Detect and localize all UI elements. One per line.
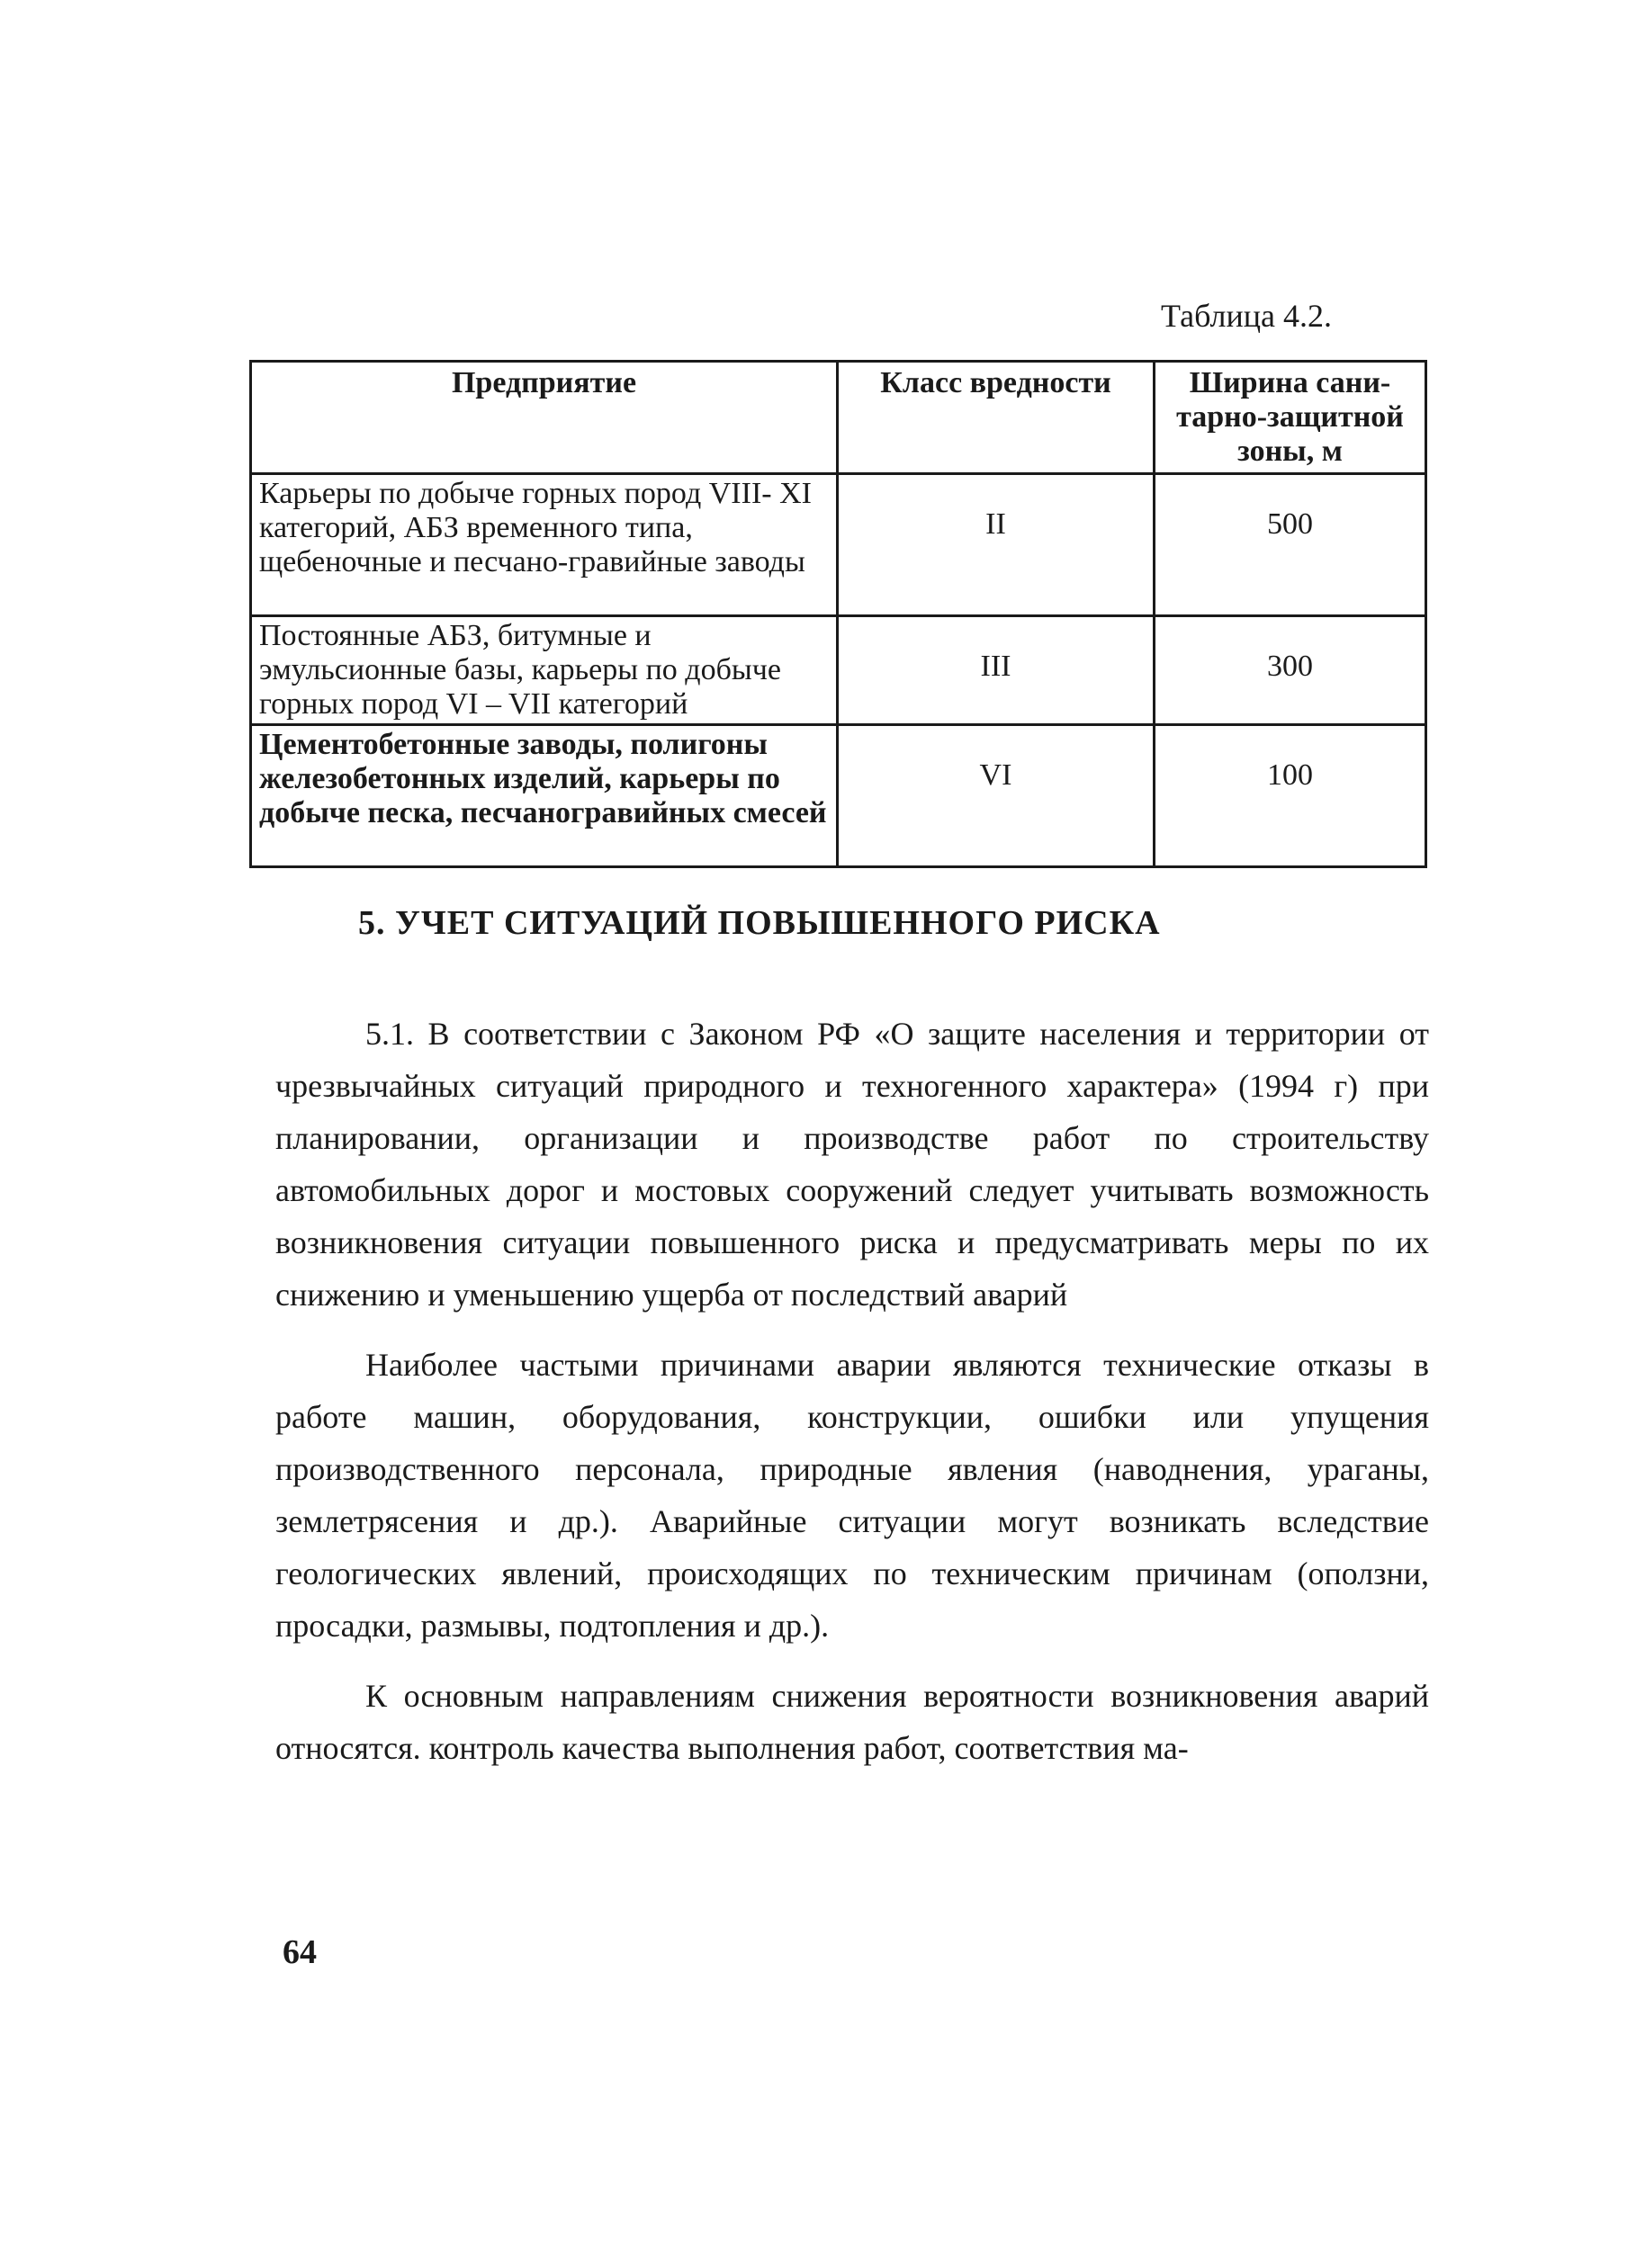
table-row <box>251 474 1426 616</box>
section-heading: 5. УЧЕТ СИТУАЦИЙ ПОВЫШЕННОГО РИСКА <box>358 904 1161 942</box>
table-header-row <box>251 362 1426 474</box>
sanitary-zone-table <box>249 360 1427 868</box>
header-hazard-class: Класс вредности <box>838 362 1155 474</box>
paragraph: 5.1. В соответствии с Законом РФ «О защите населения и территории от чрезвычайных ситуаций природного и техногенного характера» (1994 г) при планировании, организации и производстве работ по строительству автомобильных дорог и мостовых сооружений следует учитывать возможность возникновения ситуации повышенного риска и предусматривать меры по их снижению и уменьшению ущерба от последствий аварий <box>275 1016 1429 1313</box>
table-row <box>251 616 1426 725</box>
section-body <box>275 1008 1429 1792</box>
cell-hazard-class: II <box>838 474 1155 616</box>
cell-enterprise: Цементобетонные заводы, полигоны железобетонных изделий, карьеры по добыче песка, песчаногравийных смесей <box>251 725 838 867</box>
cell-hazard-class: III <box>838 616 1155 725</box>
header-enterprise: Предприятие <box>251 362 838 474</box>
page-number: 64 <box>283 1933 317 1971</box>
cell-enterprise: Карьеры по добыче горных пород VIII- XI категорий, АБЗ временного типа, щебеночные и песчано-гравийные заводы <box>251 474 838 616</box>
paragraph: Наиболее частыми причинами аварии являются технические отказы в работе машин, оборудования, конструкции, ошибки или упущения производственного персонала, природные явления (наводнения, ураганы, землетрясения и др.). Аварийные ситуации могут возникать вследствие геологических явлений, происходящих по техническим причинам (оползни, просадки, размывы, подтопления и др.). <box>275 1347 1429 1644</box>
paragraph: К основным направлениям снижения вероятности возникновения аварий относятся. контроль качества выполнения работ, соответствия ма- <box>275 1678 1429 1766</box>
table-row <box>251 725 1426 867</box>
cell-zone-width: 300 <box>1155 616 1426 725</box>
cell-zone-width: 500 <box>1155 474 1426 616</box>
table-caption: Таблица 4.2. <box>1161 298 1332 334</box>
cell-zone-width: 100 <box>1155 725 1426 867</box>
cell-hazard-class: VI <box>838 725 1155 867</box>
cell-enterprise: Постоянные АБЗ, битумные и эмульсионные базы, карьеры по добыче горных пород VI – VII категорий <box>251 616 838 725</box>
header-zone-width: Ширина сани-тарно-защитной зоны, м <box>1155 362 1426 474</box>
